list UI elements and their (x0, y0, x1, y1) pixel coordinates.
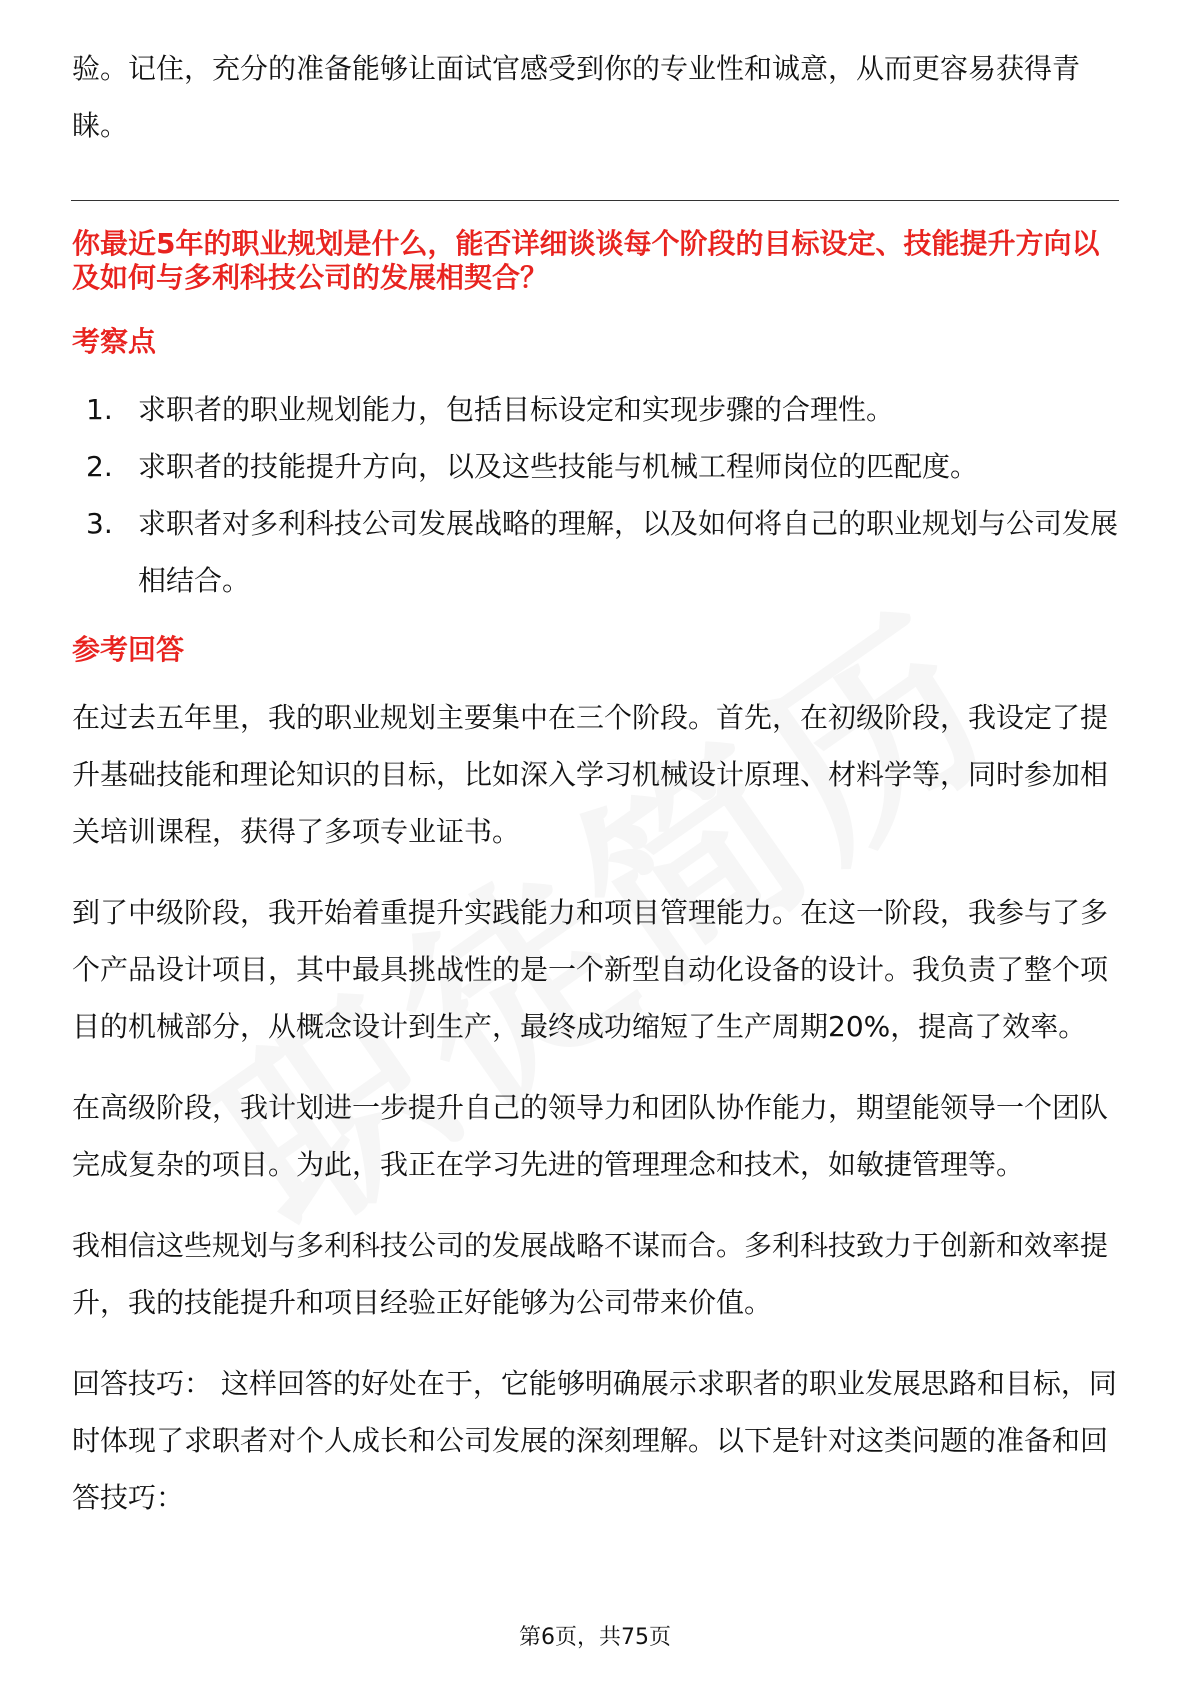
answer-paragraph: 我相信这些规划与多利科技公司的发展战略不谋而合。多利科技致力于创新和效率提升，我的技能提升和项目经验正好能够为公司带来价值。 (72, 1229, 1109, 1319)
list-item-number: 3. (86, 507, 113, 540)
answer-paragraph: 在高级阶段，我计划进一步提升自己的领导力和团队协作能力，期望能领导一个团队完成复杂的项目。为此，我正在学习先进的管理理念和技术，如敏捷管理等。 (72, 1091, 1109, 1181)
answer-heading: 参考回答 (72, 633, 185, 666)
list-item (72, 381, 1118, 438)
list-item (72, 495, 1118, 609)
list-item (72, 438, 1118, 495)
answer-tips-paragraph: 回答技巧： 这样回答的好处在于，它能够明确展示求职者的职业发展思路和目标，同时体现了求职者对个人成长和公司发展的深刻理解。以下是针对这类问题的准备和回答技巧： (72, 1367, 1117, 1514)
answer-paragraph: 到了中级阶段，我开始着重提升实践能力和项目管理能力。在这一阶段，我参与了多个产品设计项目，其中最具挑战性的是一个新型自动化设备的设计。我负责了整个项目的机械部分，从概念设计到生产，最终成功缩短了生产周期20%，提高了效率。 (72, 896, 1109, 1043)
list-item-text: 求职者对多利科技公司发展战略的理解，以及如何将自己的职业规划与公司发展相结合。 (138, 507, 1119, 597)
list-item-text: 求职者的技能提升方向，以及这些技能与机械工程师岗位的匹配度。 (138, 450, 979, 483)
page-number-footer: 第6页，共75页 (519, 1625, 671, 1650)
assessment-heading: 考察点 (72, 325, 157, 358)
page-content (72, 40, 1118, 1550)
answer-paragraph: 在过去五年里，我的职业规划主要集中在三个阶段。首先，在初级阶段，我设定了提升基础技能和理论知识的目标，比如深入学习机械设计原理、材料学等，同时参加相关培训课程，获得了多项专业证书。 (72, 701, 1109, 848)
list-item-number: 2. (86, 450, 113, 483)
question-heading: 你最近5年的职业规划是什么，能否详细谈谈每个阶段的目标设定、技能提升方向以及如何与多利科技公司的发展相契合？ (72, 227, 1100, 294)
list-item-text: 求职者的职业规划能力，包括目标设定和实现步骤的合理性。 (138, 393, 895, 426)
continuation-paragraph: 验。记住，充分的准备能够让面试官感受到你的专业性和诚意，从而更容易获得青睐。 (72, 52, 1081, 142)
list-item-number: 1. (86, 393, 113, 426)
answer-body (72, 689, 1118, 1526)
divider (71, 200, 1119, 201)
assessment-list (72, 381, 1118, 609)
